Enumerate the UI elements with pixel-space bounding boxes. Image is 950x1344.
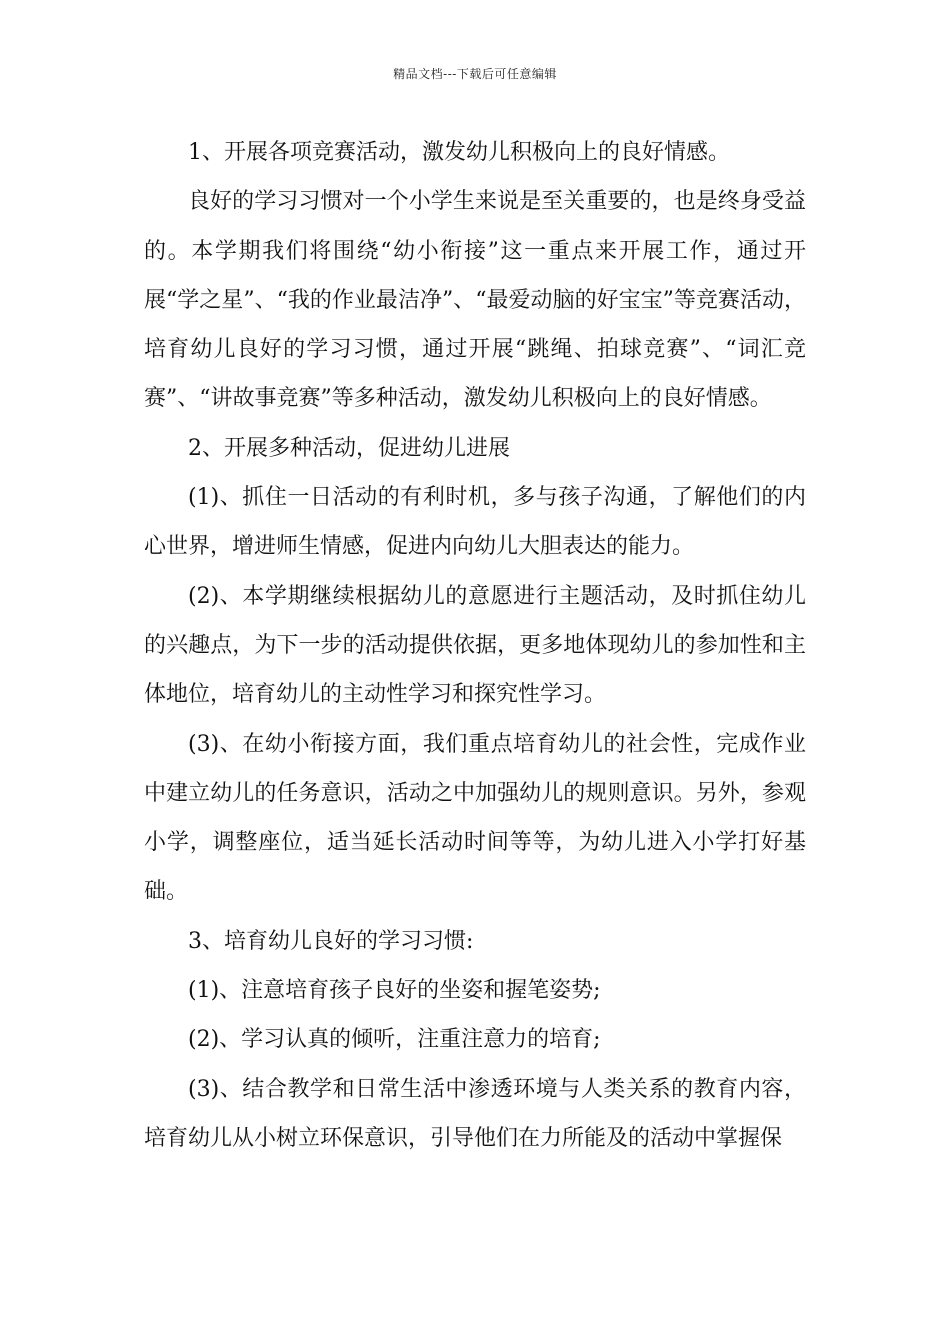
- paragraph-2: 良好的学习习惯对一个小学生来说是至关重要的，也是终身受益的。本学期我们将围绕“幼小衔接”这一重点来开展工作，通过开展“学之星”、“我的作业最洁净”、“最爱动脑的好宝宝”等竞赛活动，培育幼儿良好的学习习惯，通过开展“跳绳、拍球竞赛”、“词汇竞赛”、“讲故事竞赛”等多种活动，激发幼儿积极向上的良好情感。: [144, 189, 806, 412]
- paragraph-10: (3)、结合教学和日常生活中渗透环境与人类关系的教育内容，培育幼儿从小树立环保意识，引导他们在力所能及的活动中掌握保: [144, 1076, 806, 1151]
- paragraph-8: (1)、注意培育孩子良好的坐姿和握笔姿势;: [188, 978, 601, 1004]
- paragraph-1: 1、开展各项竞赛活动，激发幼儿积极向上的良好情感。: [188, 140, 730, 165]
- document-body: [144, 128, 806, 1163]
- paragraph-5: (2)、本学期继续根据幼儿的意愿进行主题活动，及时抓住幼儿的兴趣点，为下一步的活动提供依据，更多地体现幼儿的参加性和主体地位，培育幼儿的主动性学习和探究性学习。: [144, 583, 806, 708]
- page-header: 精品文档---下载后可任意编辑: [393, 67, 557, 81]
- paragraph-7: 3、培育幼儿良好的学习习惯:: [188, 928, 474, 954]
- paragraph-9: (2)、学习认真的倾听，注重注意力的培育;: [188, 1027, 601, 1053]
- paragraph-3: 2、开展多种活动，促进幼儿进展: [188, 435, 510, 461]
- paragraph-4: (1)、抓住一日活动的有利时机，多与孩子沟通，了解他们的内心世界，增进师生情感，促进内向幼儿大胆表达的能力。: [144, 485, 806, 560]
- paragraph-6: (3)、在幼小衔接方面，我们重点培育幼儿的社会性，完成作业中建立幼儿的任务意识，活动之中加强幼儿的规则意识。另外，参观小学，调整座位，适当延长活动时间等等，为幼儿进入小学打好基础。: [144, 731, 806, 905]
